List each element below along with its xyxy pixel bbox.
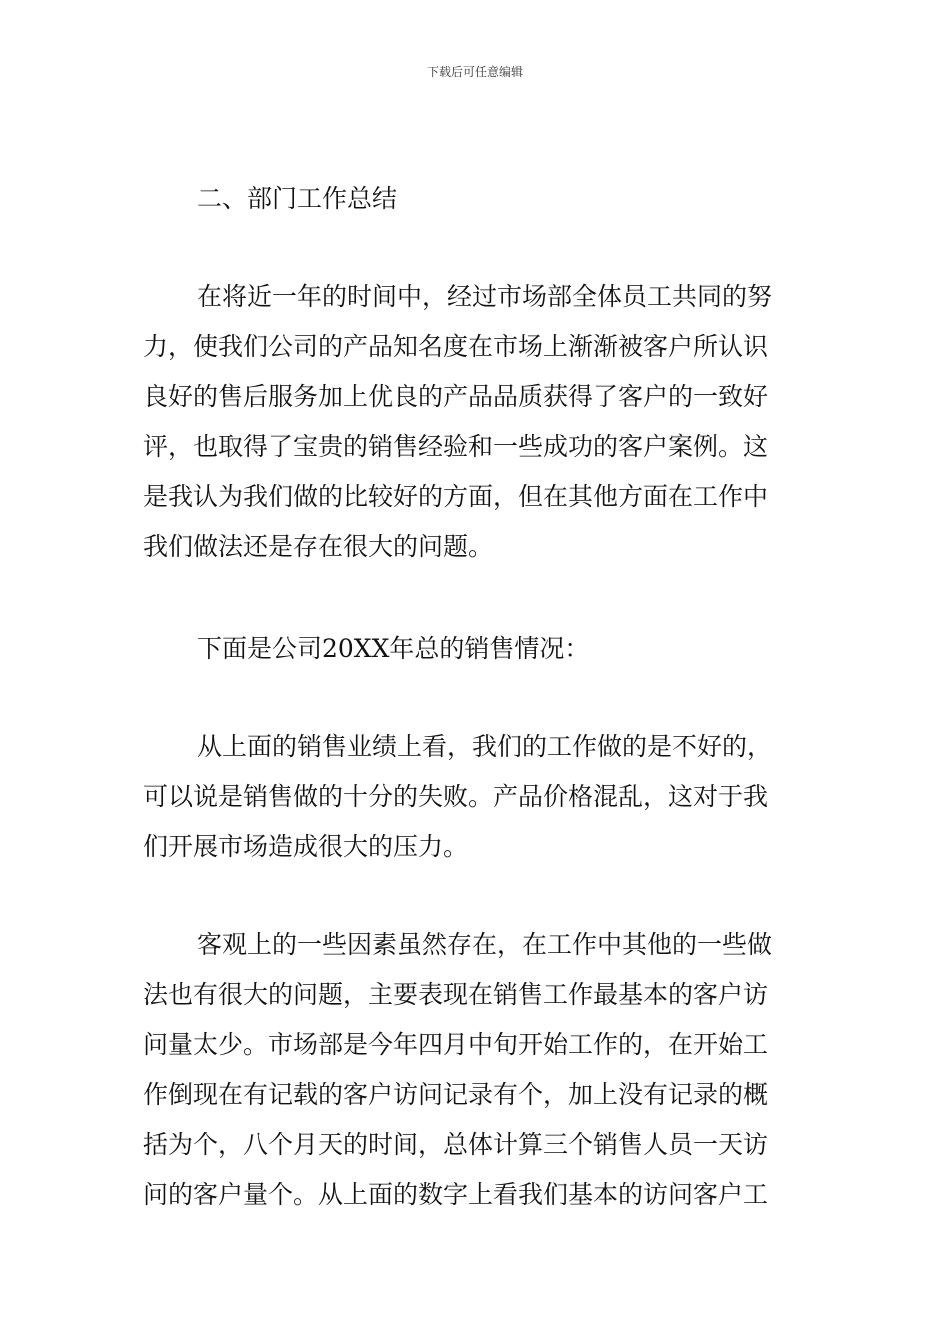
text-line: 是我认为我们做的比较好的方面，但在其他方面在工作中 <box>143 482 769 511</box>
paragraph-sales-intro <box>143 624 823 674</box>
text-line: 问的客户量个。从上面的数字上看我们基本的访问客户工 <box>143 1180 769 1209</box>
text-line: 括为个，八个月天的时间，总体计算三个销售人员一天访 <box>143 1130 769 1159</box>
text-line: 我们做法还是存在很大的问题。 <box>143 532 494 561</box>
text-line: 法也有很大的问题，主要表现在销售工作最基本的客户访 <box>143 980 769 1009</box>
section-heading: 二、部门工作总结 <box>197 184 398 213</box>
text-line: 在将近一年的时间中，经过市场部全体员工共同的努 <box>197 282 773 311</box>
text-line: 们开展市场造成很大的压力。 <box>143 832 469 861</box>
text-line: 从上面的销售业绩上看，我们的工作做的是不好的， <box>197 732 773 761</box>
paragraph-sales-performance <box>143 722 823 872</box>
text-line: 力，使我们公司的产品知名度在市场上渐渐被客户所认识 <box>143 332 769 361</box>
text-line: 作倒现在有记载的客户访问记录有个，加上没有记录的概 <box>143 1080 769 1109</box>
paragraph-problems <box>143 920 823 1220</box>
text-line: 可以说是销售做的十分的失败。产品价格混乱，这对于我 <box>143 782 769 811</box>
text-line: 客观上的一些因素虽然存在，在工作中其他的一些做 <box>197 930 773 959</box>
text-line: 良好的售后服务加上优良的产品品质获得了客户的一致好 <box>143 382 769 411</box>
page-header: 下载后可任意编辑 <box>426 65 523 79</box>
text-line: 问量太少。市场部是今年四月中旬开始工作的，在开始工 <box>143 1030 769 1059</box>
text-line: 评，也取得了宝贵的销售经验和一些成功的客户案例。这 <box>143 432 769 461</box>
text-line: 下面是公司20XX年总的销售情况： <box>197 634 590 663</box>
paragraph-summary <box>143 272 823 572</box>
